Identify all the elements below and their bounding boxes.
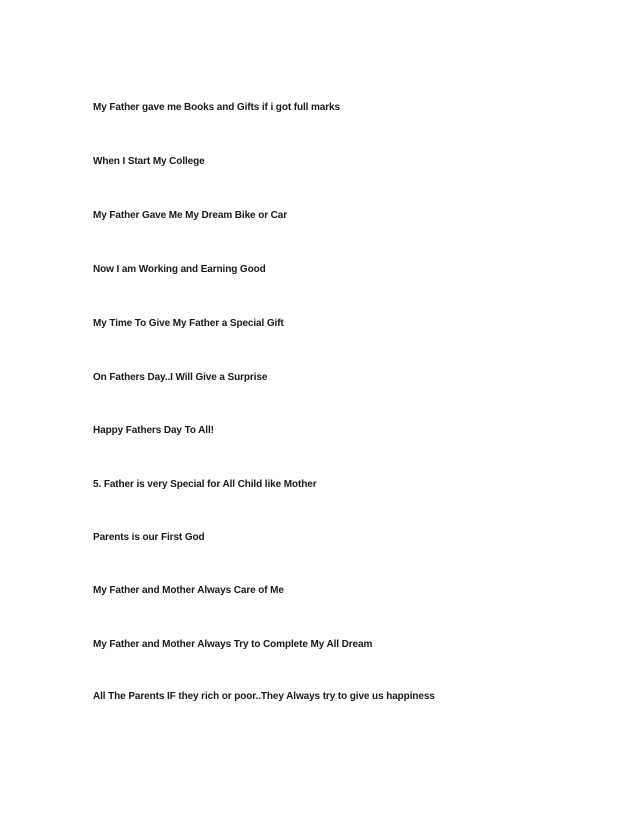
- text-line: My Time To Give My Father a Special Gift: [93, 318, 284, 329]
- text-line: On Fathers Day..I Will Give a Surprise: [93, 372, 268, 383]
- text-line: 5. Father is very Special for All Child like Mother: [93, 479, 317, 490]
- text-line: My Father Gave Me My Dream Bike or Car: [93, 210, 288, 221]
- text-line: All The Parents IF they rich or poor..They Always try to give us happiness: [93, 691, 435, 702]
- text-line: When I Start My College: [93, 156, 205, 167]
- text-line: Now I am Working and Earning Good: [93, 264, 266, 275]
- text-line: My Father and Mother Always Try to Complete My All Dream: [93, 639, 373, 650]
- text-line: Happy Fathers Day To All!: [93, 425, 214, 436]
- text-line: My Father gave me Books and Gifts if i got full marks: [93, 102, 340, 113]
- text-line: Parents is our First God: [93, 532, 205, 543]
- text-line: My Father and Mother Always Care of Me: [93, 585, 284, 596]
